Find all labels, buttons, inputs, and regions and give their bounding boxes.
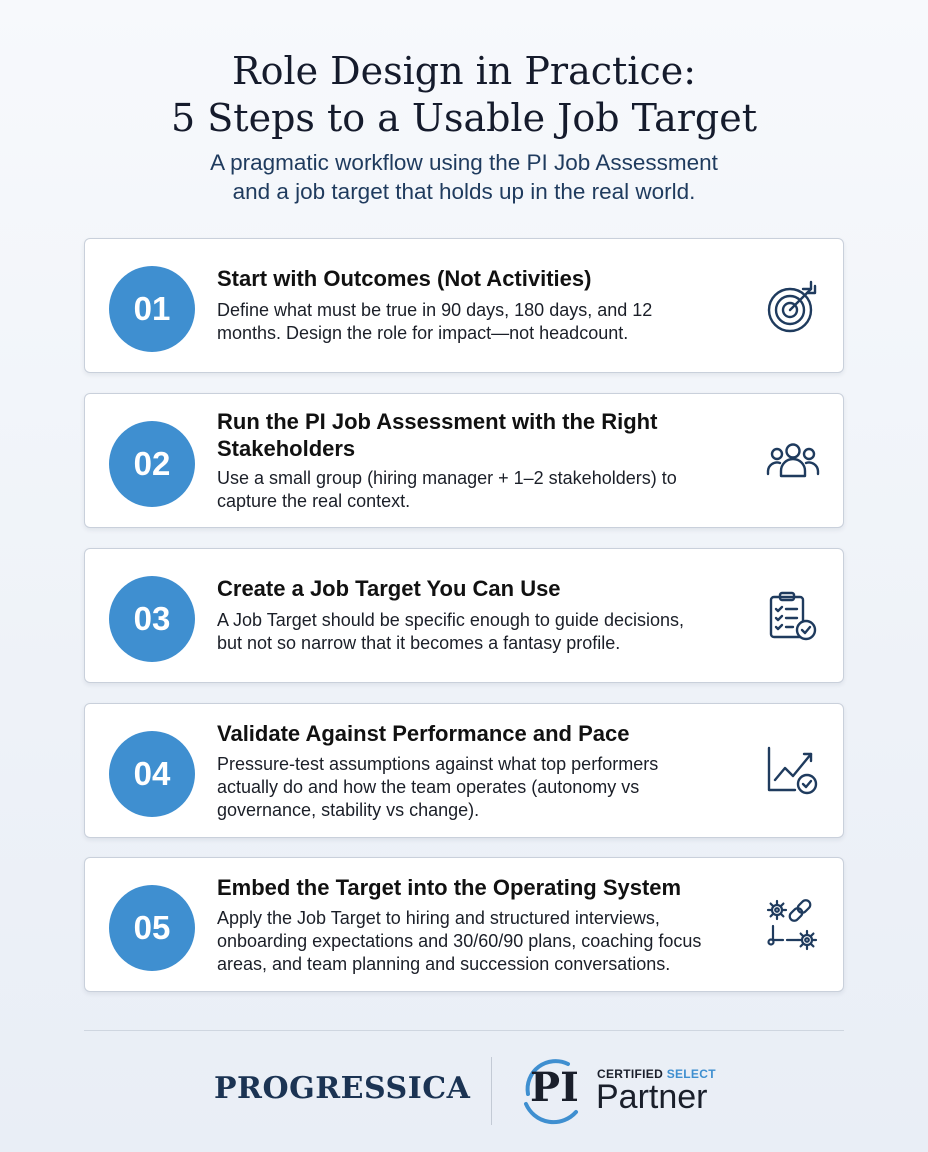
step-desc-line: months. Design the role for impact—not headcount. <box>217 323 629 343</box>
partner-label: Partner <box>596 1078 708 1116</box>
step-desc-line: Define what must be true in 90 days, 180 days, and 12 <box>217 300 653 320</box>
step-desc-line: actually do and how the team operates (autonomy vs <box>217 777 640 797</box>
title-line-2: 5 Steps to a Usable Job Target <box>171 96 757 140</box>
clipboard-check-icon <box>765 589 821 645</box>
step-desc-line: capture the real context. <box>217 491 411 511</box>
step-description <box>217 753 747 822</box>
page-subtitle <box>0 148 928 206</box>
step-desc-line: but not so narrow that it becomes a fantasy profile. <box>217 633 621 653</box>
select-text: SELECT <box>666 1067 716 1081</box>
step-title <box>217 720 737 747</box>
title-line-1: Role Design in Practice: <box>231 49 697 93</box>
step-card-03 <box>84 548 844 683</box>
step-title-line: Create a Job Target You Can Use <box>217 576 561 601</box>
step-description <box>217 467 747 513</box>
certified-text: CERTIFIED <box>597 1067 664 1081</box>
step-number-badge: 05 <box>109 885 195 971</box>
step-card-04 <box>84 703 844 838</box>
step-desc-line: onboarding expectations and 30/60/90 plans, coaching focus <box>217 931 702 951</box>
trend-check-icon <box>765 744 821 800</box>
gears-link-icon <box>765 898 821 954</box>
subtitle-line-2: and a job target that holds up in the real world. <box>232 179 696 204</box>
people-group-icon <box>765 434 821 490</box>
step-description <box>217 907 747 976</box>
step-number-badge: 01 <box>109 266 195 352</box>
step-description <box>217 609 747 655</box>
logo-separator <box>491 1057 492 1125</box>
step-card-05 <box>84 857 844 992</box>
step-title <box>217 575 737 602</box>
step-desc-line: Use a small group (hiring manager + 1–2 stakeholders) to <box>217 468 677 488</box>
progressica-logo: PROGRESSICA <box>214 1071 471 1106</box>
step-title-line: Stakeholders <box>217 436 356 461</box>
step-desc-line: Apply the Job Target to hiring and structured interviews, <box>217 908 660 928</box>
step-title-line: Run the PI Job Assessment with the Right <box>217 409 658 434</box>
step-card-01 <box>84 238 844 373</box>
target-icon <box>765 279 821 335</box>
step-number-badge: 03 <box>109 576 195 662</box>
step-desc-line: A Job Target should be specific enough to guide decisions, <box>217 610 684 630</box>
page-title <box>0 48 928 142</box>
step-title-line: Start with Outcomes (Not Activities) <box>217 266 592 291</box>
step-title <box>217 874 737 901</box>
footer-divider <box>84 1030 844 1031</box>
step-number-badge: 02 <box>109 421 195 507</box>
subtitle-line-1: A pragmatic workflow using the PI Job Assessment <box>210 150 718 175</box>
step-description <box>217 299 747 345</box>
step-desc-line: Pressure-test assumptions against what top performers <box>217 754 659 774</box>
step-title-line: Validate Against Performance and Pace <box>217 721 630 746</box>
step-desc-line: governance, stability vs change). <box>217 800 480 820</box>
step-title <box>217 408 737 462</box>
step-card-02 <box>84 393 844 528</box>
step-desc-line: areas, and team planning and succession conversations. <box>217 954 671 974</box>
step-title-line: Embed the Target into the Operating System <box>217 875 682 900</box>
step-number-badge: 04 <box>109 731 195 817</box>
pi-logo-letters: PI <box>530 1064 579 1111</box>
step-title <box>217 265 737 292</box>
